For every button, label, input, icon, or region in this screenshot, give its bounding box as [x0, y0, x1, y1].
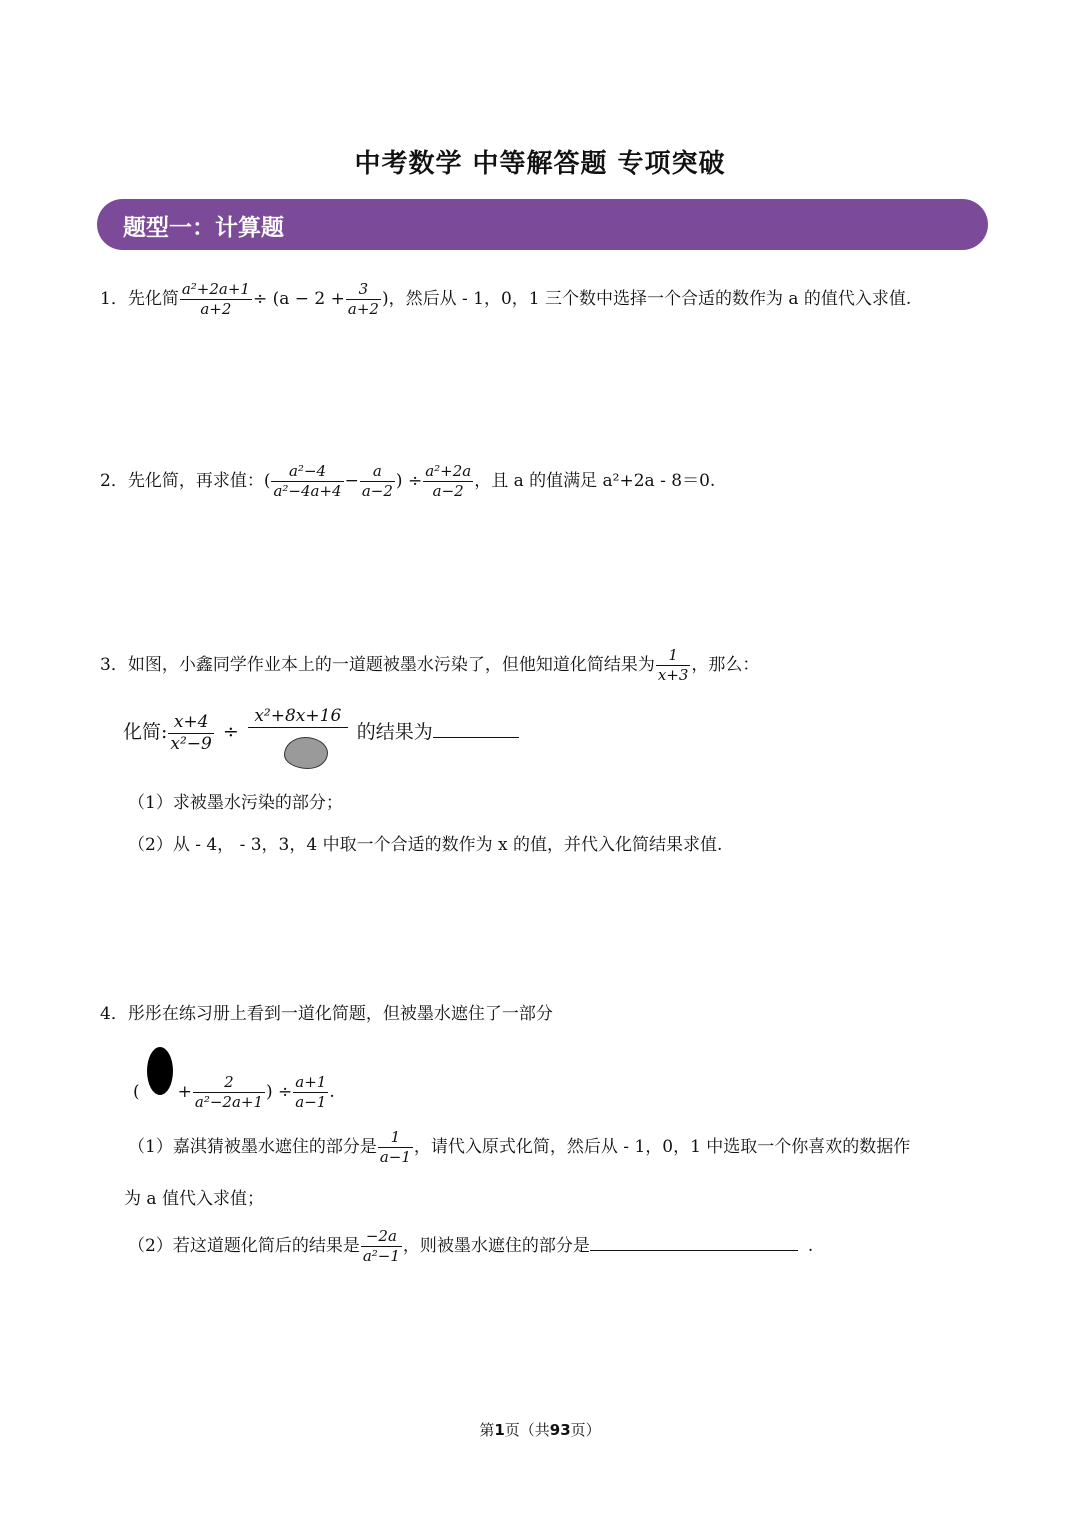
- q3-part-1: （1）求被墨水污染的部分；: [128, 793, 343, 813]
- q3-lead: 如图，小鑫同学作业本上的一道题被墨水污染了，但他知道化简结果为: [127, 655, 655, 675]
- q2-frac1-num: a²−4: [288, 462, 327, 480]
- footer-middle: 页（共: [504, 1421, 550, 1439]
- q2-fraction-1: [271, 464, 343, 499]
- q4-part1-num: 1: [390, 1128, 401, 1146]
- section-banner-label: 题型一：计算题: [123, 215, 284, 241]
- page-footer: [0, 1419, 1080, 1440]
- q4-fraction-2: [293, 1075, 328, 1110]
- q4-part2-end: .: [807, 1236, 814, 1256]
- q3-figure-f2-num: x²+8x+16: [254, 706, 342, 726]
- q4-open-paren: (: [133, 1082, 140, 1102]
- q4-part2-tail: ，则被墨水遮住的部分是: [402, 1236, 590, 1256]
- q2-tail: ，且 a 的值满足 a²+2a - 8＝0.: [474, 471, 716, 491]
- q4-part2-lead: （2）若这道题化简后的结果是: [128, 1236, 360, 1256]
- q4-part1-den: a−1: [379, 1148, 411, 1166]
- q1-frac2-den: a+2: [347, 300, 379, 318]
- q3-part-2: （2）从 - 4， - 3，3，4 中取一个合适的数作为 x 的值，并代入化简结果求值.: [128, 835, 723, 855]
- q3-figure-f1-num: x+4: [173, 711, 209, 732]
- q1-mid: ÷ (a − 2 +: [252, 289, 345, 309]
- q2-frac3-den: a−2: [423, 481, 473, 499]
- q1-fraction-1: [180, 282, 252, 317]
- q4-part1-tail: ，请代入原式化简，然后从 - 1，0，1 中选取一个你喜欢的数据作: [413, 1137, 911, 1157]
- q4-f2-den: a−1: [295, 1093, 327, 1111]
- q2-fraction-3: [423, 464, 473, 499]
- q4-part1-lead: （1）嘉淇猜被墨水遮住的部分是: [128, 1137, 377, 1157]
- q1-number: 1．: [100, 289, 128, 309]
- q4-part2-fraction: [361, 1229, 402, 1264]
- q4-lead: 彤彤在练习册上看到一道化简题，但被墨水遮住了一部分: [127, 1004, 553, 1024]
- q4-plus: +: [177, 1082, 192, 1102]
- q1-frac1-den: a+2: [180, 299, 252, 317]
- q4-expression: [133, 1075, 335, 1110]
- ink-blot: [284, 737, 328, 769]
- q2-mid: ) ÷: [395, 471, 423, 491]
- q2-minus: −: [344, 471, 359, 491]
- q4-part1-fraction: [378, 1130, 413, 1165]
- q3-fraction: [656, 648, 691, 683]
- q4-part2-den: a²−1: [362, 1247, 400, 1265]
- q3-figure-fraction-1: [168, 711, 213, 754]
- footer-suffix: 页）: [570, 1421, 601, 1439]
- q4-number: 4．: [100, 1004, 128, 1024]
- footer-prefix: 第: [479, 1421, 495, 1439]
- question-3: [100, 648, 759, 683]
- q2-number: 2．: [100, 471, 128, 491]
- q2-frac2-den: a−2: [361, 482, 393, 500]
- q3-figure-label: 化简:: [123, 721, 168, 743]
- q4-part-2: [128, 1229, 813, 1264]
- q2-frac3-num: a²+2a: [425, 462, 472, 480]
- footer-total-pages: 93: [549, 1421, 571, 1439]
- q1-frac2-num: 3: [358, 280, 369, 298]
- question-1: [100, 282, 911, 317]
- q2-lead: 先化简，再求值：(: [127, 471, 271, 491]
- q3-frac-num: 1: [668, 646, 678, 664]
- footer-page-number: 1: [494, 1421, 505, 1439]
- q2-frac1-den: a²−4a+4: [273, 482, 342, 500]
- q2-frac2-num: a: [372, 462, 382, 480]
- q4-close-divide: ) ÷: [266, 1082, 293, 1102]
- q2-fraction-2: [360, 464, 395, 499]
- q4-f1-num: 2: [224, 1073, 234, 1091]
- q1-lead: 先化简: [127, 289, 179, 309]
- page-title: 中考数学 中等解答题 专项突破: [354, 149, 726, 179]
- q4-answer-blank: [590, 1234, 798, 1251]
- question-2: [100, 464, 715, 499]
- q3-tail: ，那么：: [691, 655, 760, 675]
- q3-figure-suffix: 的结果为: [356, 721, 433, 743]
- q1-tail: )，然后从 - 1，0，1 三个数中选择一个合适的数作为 a 的值代入求值.: [381, 289, 912, 309]
- q1-fraction-2: [346, 282, 381, 317]
- q3-frac-den: x+3: [657, 666, 689, 684]
- q3-figure-divide: ÷: [222, 721, 239, 743]
- q1-frac1-num: a²+2a+1: [181, 280, 250, 298]
- q4-part2-num: −2a: [365, 1227, 397, 1245]
- question-4: [100, 1006, 553, 1023]
- q4-expr-end: .: [329, 1082, 335, 1102]
- q3-number: 3．: [100, 655, 128, 675]
- q4-fraction-1: [193, 1075, 265, 1110]
- q4-f2-num: a+1: [295, 1073, 327, 1091]
- q4-part-1: [128, 1130, 910, 1165]
- q3-figure-answer-blank: [433, 719, 519, 738]
- q4-f1-den: a²−2a+1: [194, 1093, 264, 1111]
- q4-part-1-line-2: 为 a 值代入求值；: [124, 1189, 264, 1209]
- q3-figure-f1-den: x²−9: [170, 733, 212, 754]
